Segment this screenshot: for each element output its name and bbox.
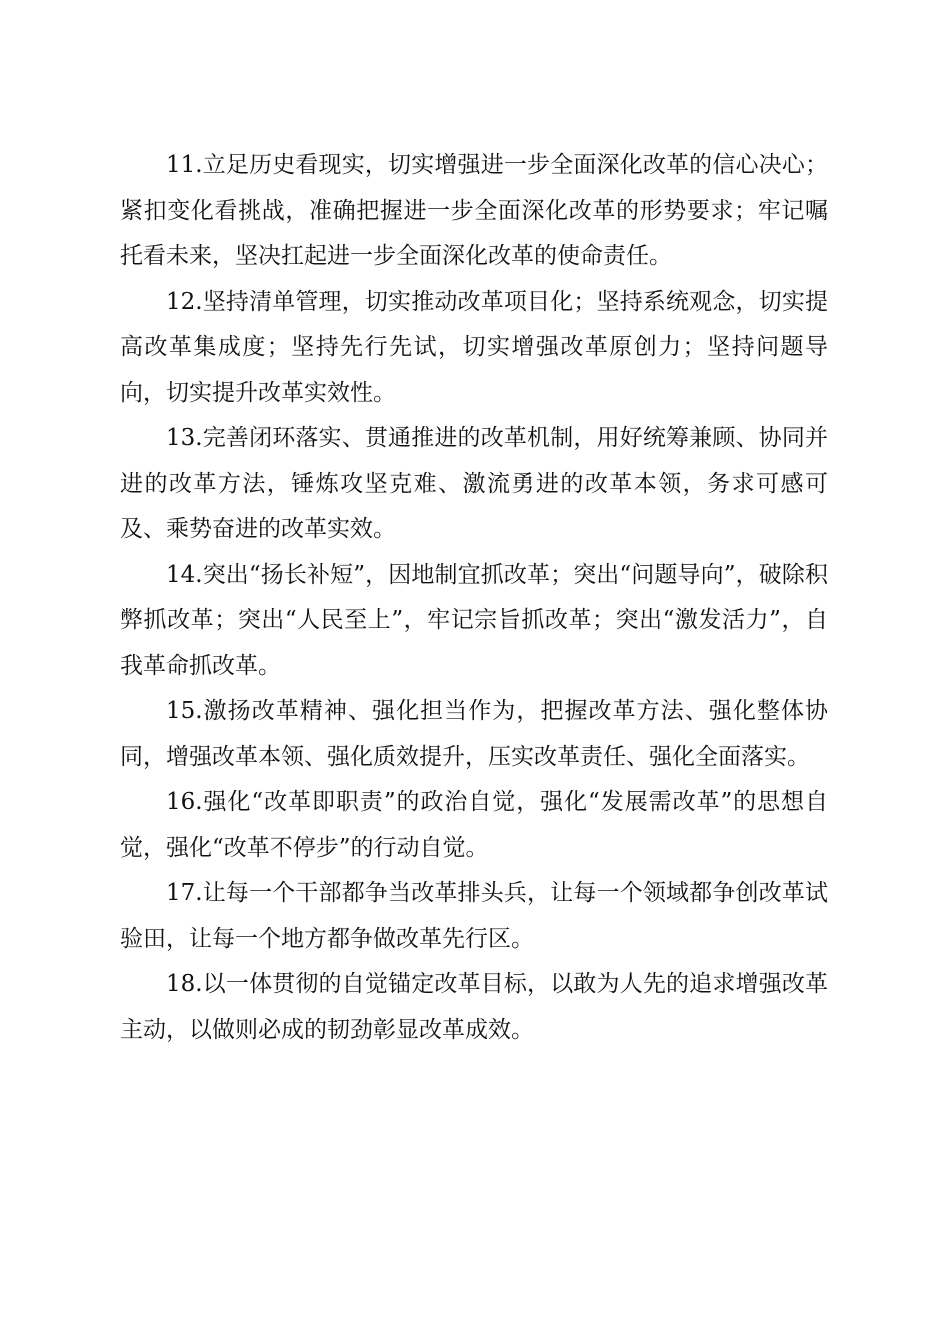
paragraph-16: 16.强化“改革即职责”的政治自觉，强化“发展需改革”的思想自觉，强化“改革不停步”的行动自觉。 bbox=[120, 789, 828, 861]
paragraph-12: 12.坚持清单管理，切实推动改革项目化；坚持系统观念，切实提高改革集成度；坚持先行先试，切实增强改革原创力；坚持问题导向，切实提升改革实效性。 bbox=[120, 288, 828, 406]
paragraph-13: 13.完善闭环落实、贯通推进的改革机制，用好统筹兼顾、协同并进的改革方法，锤炼攻坚克难、激流勇进的改革本领，务求可感可及、乘势奋进的改革实效。 bbox=[120, 425, 828, 542]
paragraph-15: 15.激扬改革精神、强化担当作为，把握改革方法、强化整体协同，增强改革本领、强化质效提升，压实改革责任、强化全面落实。 bbox=[120, 698, 828, 770]
paragraph-11: 11.立足历史看现实，切实增强进一步全面深化改革的信心决心；紧扣变化看挑战，准确把握进一步全面深化改革的形势要求；牢记嘱托看未来，坚决扛起进一步全面深化改革的使命责任。 bbox=[120, 152, 828, 269]
paragraph-17: 17.让每一个干部都争当改革排头兵，让每一个领域都争创改革试验田，让每一个地方都争做改革先行区。 bbox=[120, 880, 828, 952]
paragraph-14: 14.突出“扬长补短”，因地制宜抓改革；突出“问题导向”，破除积弊抓改革；突出“人民至上”，牢记宗旨抓改革；突出“激发活力”，自我革命抓改革。 bbox=[120, 561, 828, 679]
paragraph-18: 18.以一体贯彻的自觉锚定改革目标，以敢为人先的追求增强改革主动，以做则必成的韧劲彰显改革成效。 bbox=[120, 971, 828, 1043]
document-body bbox=[120, 143, 828, 1053]
